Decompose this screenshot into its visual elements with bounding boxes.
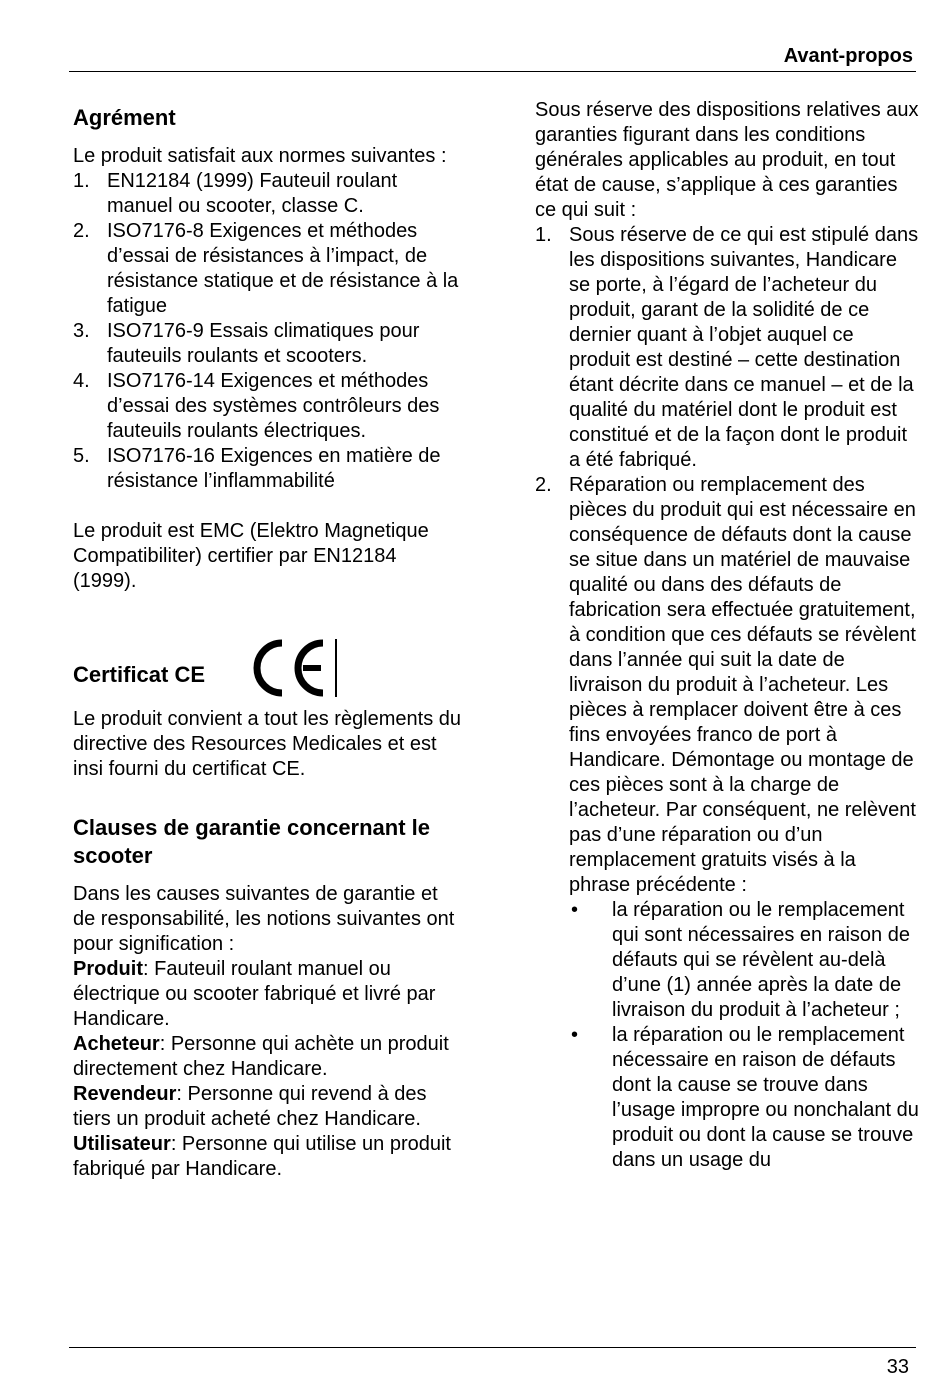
list-text: ISO7176-14 Exigences et méthodes d’essai des systèmes contrôleurs des fauteuils roulants électriques. — [107, 370, 440, 442]
list-item — [535, 223, 920, 473]
warranty-intro: Sous réserve des dispositions relatives aux garanties figurant dans les conditions générales applicables au produit, en tout état de cause, s’applique à ces garanties ce qui suit : — [535, 99, 919, 221]
bullet-text: la réparation ou le remplacement nécessaire en raison de défauts dont la cause se trouve dans l’usage impropre ou nonchalant du produit ou dont la cause se trouve dans un usage du — [612, 1024, 919, 1171]
right-column — [535, 98, 920, 1173]
warranty-list — [535, 223, 920, 1173]
definition-utilisateur — [73, 1132, 463, 1182]
standards-intro: Le produit satisfait aux normes suivantes : — [73, 145, 447, 167]
header-rule — [69, 71, 916, 72]
exclusions-list — [569, 898, 920, 1173]
standards-list — [73, 169, 463, 494]
definition-acheteur — [73, 1032, 463, 1082]
definition-produit — [73, 957, 463, 1032]
list-text: EN12184 (1999) Fauteuil roulant manuel ou scooter, classe C. — [107, 170, 398, 217]
emc-paragraph: Le produit est EMC (Elektro Magnetique Compatibiliter) certifier par EN12184 (1999). — [73, 520, 429, 592]
list-item — [535, 473, 920, 1173]
definition-text: : Personne qui utilise un produit fabriqué par Handicare. — [73, 1133, 451, 1180]
definition-term: Produit — [73, 958, 143, 980]
clauses-intro: Dans les causes suivantes de garantie et de responsabilité, les notions suivantes ont pour signification : — [73, 883, 455, 955]
bullet-item — [569, 898, 920, 1023]
list-item — [73, 219, 463, 319]
agrement-heading: Agrément — [73, 105, 176, 130]
list-text: Réparation ou remplacement des pièces du produit qui est nécessaire en conséquence de défauts dont la cause se situe dans un matériel de mauvaise qualité ou dans des défauts de fabrication sera effectuée gratuitement, à condition que ces défauts se révèlent dans l’année qui suit la date de livraison du produit à l’acheteur. Les pièces à remplacer doivent être à ces fins envoyées franco de port à Handicare. Démontage ou montage de ces pièces sont à la charge de l’acheteur. Par conséquent, ne relèvent pas d’une réparation ou d’un remplacement gratuits visés à la phrase précédente : — [569, 474, 916, 896]
list-item — [73, 169, 463, 219]
list-item — [73, 369, 463, 444]
list-text: ISO7176-16 Exigences en matière de résistance l’inflammabilité — [107, 445, 441, 492]
bullet-icon: • — [571, 899, 579, 921]
definition-text: : Personne qui achète un produit directement chez Handicare. — [73, 1033, 449, 1080]
bullet-item — [569, 1023, 920, 1173]
list-text: ISO7176-9 Essais climatiques pour fauteuils roulants et scooters. — [107, 320, 420, 367]
left-column — [73, 98, 463, 1182]
spacer — [73, 494, 463, 519]
ce-heading-row — [73, 635, 463, 701]
definition-text: : Fauteuil roulant manuel ou électrique ou scooter fabriqué et livré par Handicare. — [73, 958, 436, 1030]
definition-term: Utilisateur — [73, 1133, 171, 1155]
list-text: ISO7176-8 Exigences et méthodes d’essai de résistances à l’impact, de résistance statique et de résistance à la fatigue — [107, 220, 459, 317]
list-item — [73, 319, 463, 369]
definition-text: : Personne qui revend à des tiers un produit acheté chez Handicare. — [73, 1083, 427, 1130]
ce-heading: Certificat CE — [73, 662, 206, 687]
ce-paragraph: Le produit convient a tout les règlements du directive des Resources Medicales et est insi fourni du certificat CE. — [73, 708, 462, 780]
ce-mark-icon — [243, 635, 341, 701]
page-number: 33 — [886, 1356, 909, 1378]
list-text: Sous réserve de ce qui est stipulé dans les dispositions suivantes, Handicare se porte, à l’égard de l’acheteur du produit, garant de la solidité de ce dernier quant à l’objet auquel ce produit est destiné – cette destination étant décrite dans ce manuel – et de la qualité du matériel dont le produit est constitué et de la façon dont le produit a été fabriqué. — [569, 224, 919, 471]
definition-term: Acheteur — [73, 1033, 160, 1055]
list-number: 1. — [73, 170, 90, 192]
bullet-icon: • — [571, 1024, 579, 1046]
list-number: 5. — [73, 445, 90, 467]
page-header-title: Avant-propos — [783, 45, 913, 67]
list-item — [73, 444, 463, 494]
bullet-text: la réparation ou le remplacement qui sont nécessaires en raison de défauts qui se révèlent au-delà d’une (1) année après la date de livraison du produit à l’acheteur ; — [612, 899, 910, 1021]
clauses-heading: Clauses de garantie concernant le scooter — [73, 815, 431, 868]
definition-revendeur — [73, 1082, 463, 1132]
list-number: 3. — [73, 320, 90, 342]
list-number: 2. — [73, 220, 90, 242]
definition-term: Revendeur — [73, 1083, 177, 1105]
footer-rule — [69, 1347, 916, 1348]
list-number: 1. — [535, 224, 552, 246]
list-number: 4. — [73, 370, 90, 392]
list-number: 2. — [535, 474, 552, 496]
